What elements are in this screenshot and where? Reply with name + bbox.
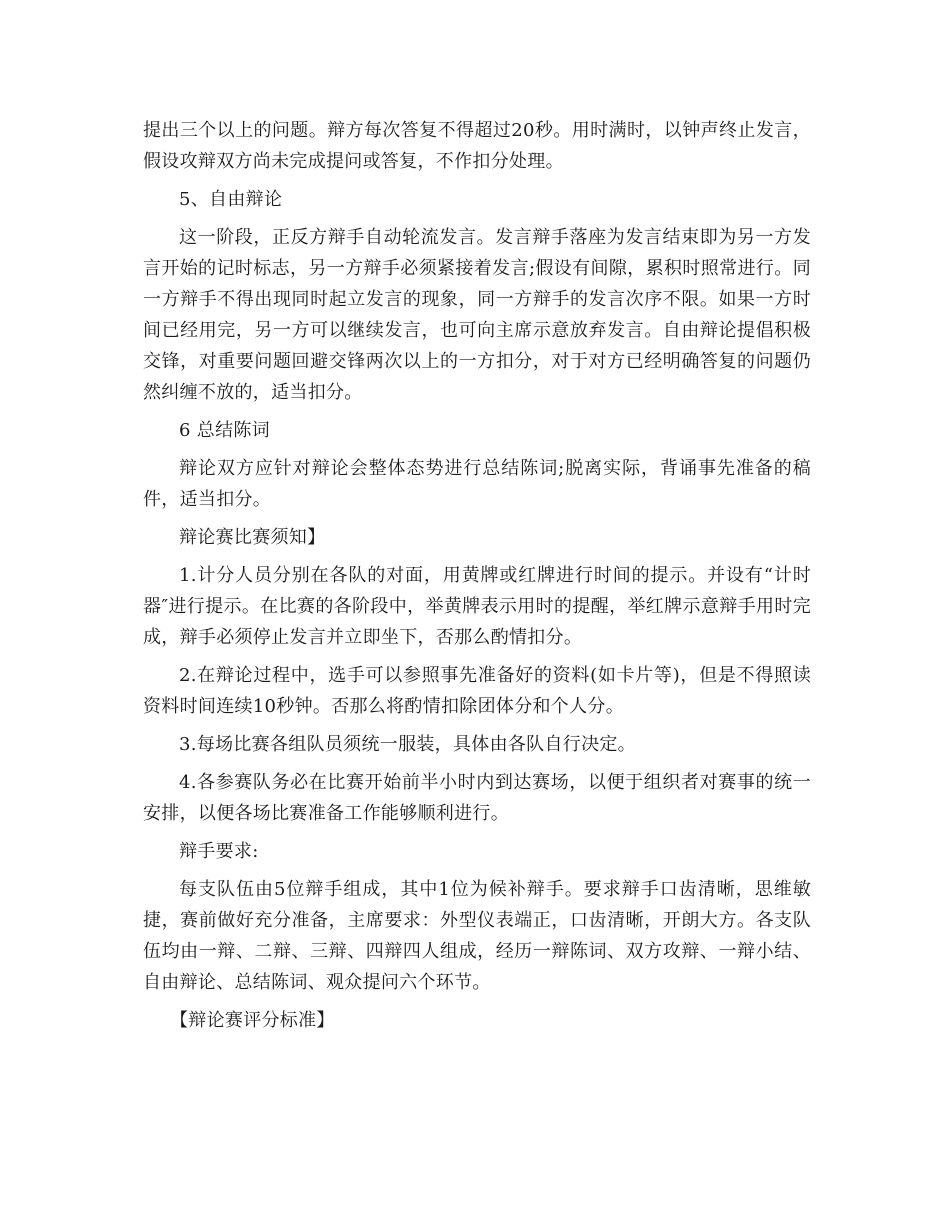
paragraph-debater-requirements: 每支队伍由5位辩手组成，其中1位为候补辩手。要求辩手口齿清晰，思维敏捷，赛前做好充分准备，主席要求：外型仪表端正，口齿清晰，开朗大方。各支队伍均由一辩、二辩、三辩、四辩四人组成，经历一辩陈词、双方攻辩、一辩小结、自由辩论、总结陈词、观众提问六个环节。 [143, 879, 811, 993]
notice-item-4: 4.各参赛队务必在比赛开始前半小时内到达赛场，以便于组织者对赛事的统一安排，以便各场比赛准备工作能够顺利进行。 [143, 772, 811, 824]
section-heading-competition-notice: 辩论赛比赛须知】 [179, 527, 326, 548]
paragraph-free-debate: 这一阶段，正反方辩手自动轮流发言。发言辩手落座为发言结束即为另一方发言开始的记时标志，另一方辩手必须紧接着发言;假设有间隙，累积时照常进行。同一方辩手不得出现同时起立发言的现象，同一方辩手的发言次序不限。如果一方时间已经用完，另一方可以继续发言，也可向主席示意放弃发言。自由辩论提倡积极交锋，对重要问题回避交锋两次以上的一方扣分，对于对方已经明确答复的问题仍然纠缠不放的，适当扣分。 [143, 227, 811, 403]
section-heading-free-debate: 5、自由辩论 [179, 189, 283, 210]
section-heading-scoring-criteria: 【辩论赛评分标准】 [170, 1010, 335, 1031]
section-heading-debater-requirements: 辩手要求: [179, 841, 259, 862]
notice-item-3: 3.每场比赛各组队员须统一服装，具体由各队自行决定。 [179, 734, 636, 755]
document-body [143, 115, 811, 1043]
paragraph-closing-statement: 辩论双方应针对辩论会整体态势进行总结陈词;脱离实际，背诵事先准备的稿件，适当扣分。 [143, 458, 811, 510]
section-heading-closing-statement: 6 总结陈词 [179, 420, 270, 441]
paragraph-rules-continued: 提出三个以上的问题。辩方每次答复不得超过20秒。用时满时，以钟声终止发言，假设攻辩双方尚未完成提问或答复，不作扣分处理。 [143, 120, 811, 172]
notice-item-1: 1.计分人员分别在各队的对面，用黄牌或红牌进行时间的提示。并设有“计时器″进行提示。在比赛的各阶段中，举黄牌表示用时的提醒，举红牌示意辩手用时完成，辩手必须停止发言并立即坐下，否那么酌情扣分。 [143, 565, 811, 648]
notice-item-2: 2.在辩论过程中，选手可以参照事先准备好的资料(如卡片等)，但是不得照读资料时间连续10秒钟。否那么将酌情扣除团体分和个人分。 [143, 665, 811, 717]
